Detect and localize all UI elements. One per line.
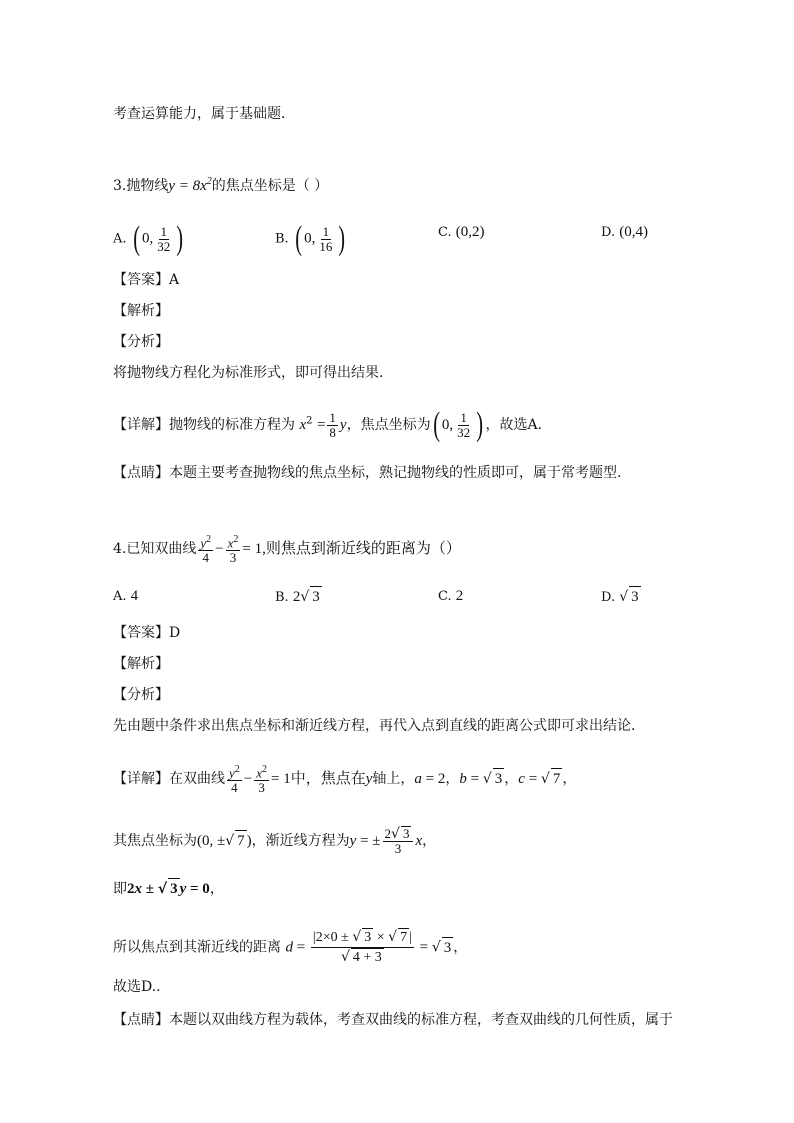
q3-dianjing: 【点睛】本题主要考查抛物线的焦点坐标，熟记抛物线的性质即可，属于常考题型. [113, 465, 622, 481]
prev-tail-text: 考查运算能力，属于基础题． [113, 106, 295, 122]
q4-choose: 故选D.. [113, 979, 161, 995]
q4-fenxi: 【分析】 [113, 687, 169, 703]
q4-focus-line: 其焦点坐标为(0, ±√ 7 )，渐近线方程为y = ± $\frac{2√ 3}{3}$ x， [113, 826, 437, 856]
q3-stem [113, 172, 328, 196]
q4-dianjing: 【点睛】本题以双曲线方程为载体，考查双曲线的标准方程，考查双曲线的几何性质，属于 [113, 1012, 673, 1028]
q4-line-eq: 即2x ± √ 3 y = 0， [113, 878, 224, 899]
q4-stem: 4.已知双曲线 $\frac{y^2}{4}$ − $\frac{x^2}{3}$ = 1,则焦点到渐近线的距离为（） [113, 534, 461, 566]
q3-option-b: B. ( 0, $\frac{1}{16}$ ) [275, 220, 346, 257]
q4-jiexi: 【解析】 [113, 656, 169, 672]
q4-detail: 【详解】在双曲线 $\frac{y^2}{4}$ − $\frac{x^2}{3}$ = 1中，焦点在y轴上，a = 2，b = √ 3 ，c = √ 7 ， [113, 764, 577, 796]
q4-option-c: C. 2 [438, 588, 464, 604]
q3-option-c: C. (0,2) [438, 224, 485, 240]
q4-option-d: D. √ 3 [601, 586, 641, 608]
q4-option-b: B. 2√ 3 [275, 586, 322, 608]
q4-distance: 所以焦点到其渐近线的距离 d = $\frac{|2\times 0 \pm √ 3 \times √ 7 |}{√ 4 + 3}$ = √ 3 ， [113, 929, 468, 965]
q3-detail: 【详解】抛物线的标准方程为 $x^2$ = $\frac{1}{8}$ y，焦点坐标为( 0, $\frac{1}{32}$ ) ，故选A. [113, 406, 543, 443]
q3-fenxi: 【分析】 [113, 334, 169, 350]
q3-jiexi: 【解析】 [113, 303, 169, 319]
q3-fenxi-text: 将抛物线方程化为标准形式，即可得出结果. [113, 365, 384, 381]
q3-answer: 【答案】A [113, 272, 180, 288]
q3-option-a: A. ( 0, $\frac{1}{32}$ ) [113, 220, 184, 257]
q3-option-d: D. (0,4) [601, 224, 648, 240]
q4-option-a: A. 4 [113, 588, 139, 604]
q4-answer: 【答案】D [113, 625, 181, 641]
q4-fenxi-text: 先由题中条件求出焦点坐标和渐近线方程，再代入点到直线的距离公式即可求出结论． [113, 718, 645, 734]
q3-suffix: 的焦点坐标是（ ） [211, 178, 329, 194]
q3-equation: $y = 8x^2$ [168, 176, 212, 194]
q3-prefix: 3.抛物线 [113, 178, 169, 194]
